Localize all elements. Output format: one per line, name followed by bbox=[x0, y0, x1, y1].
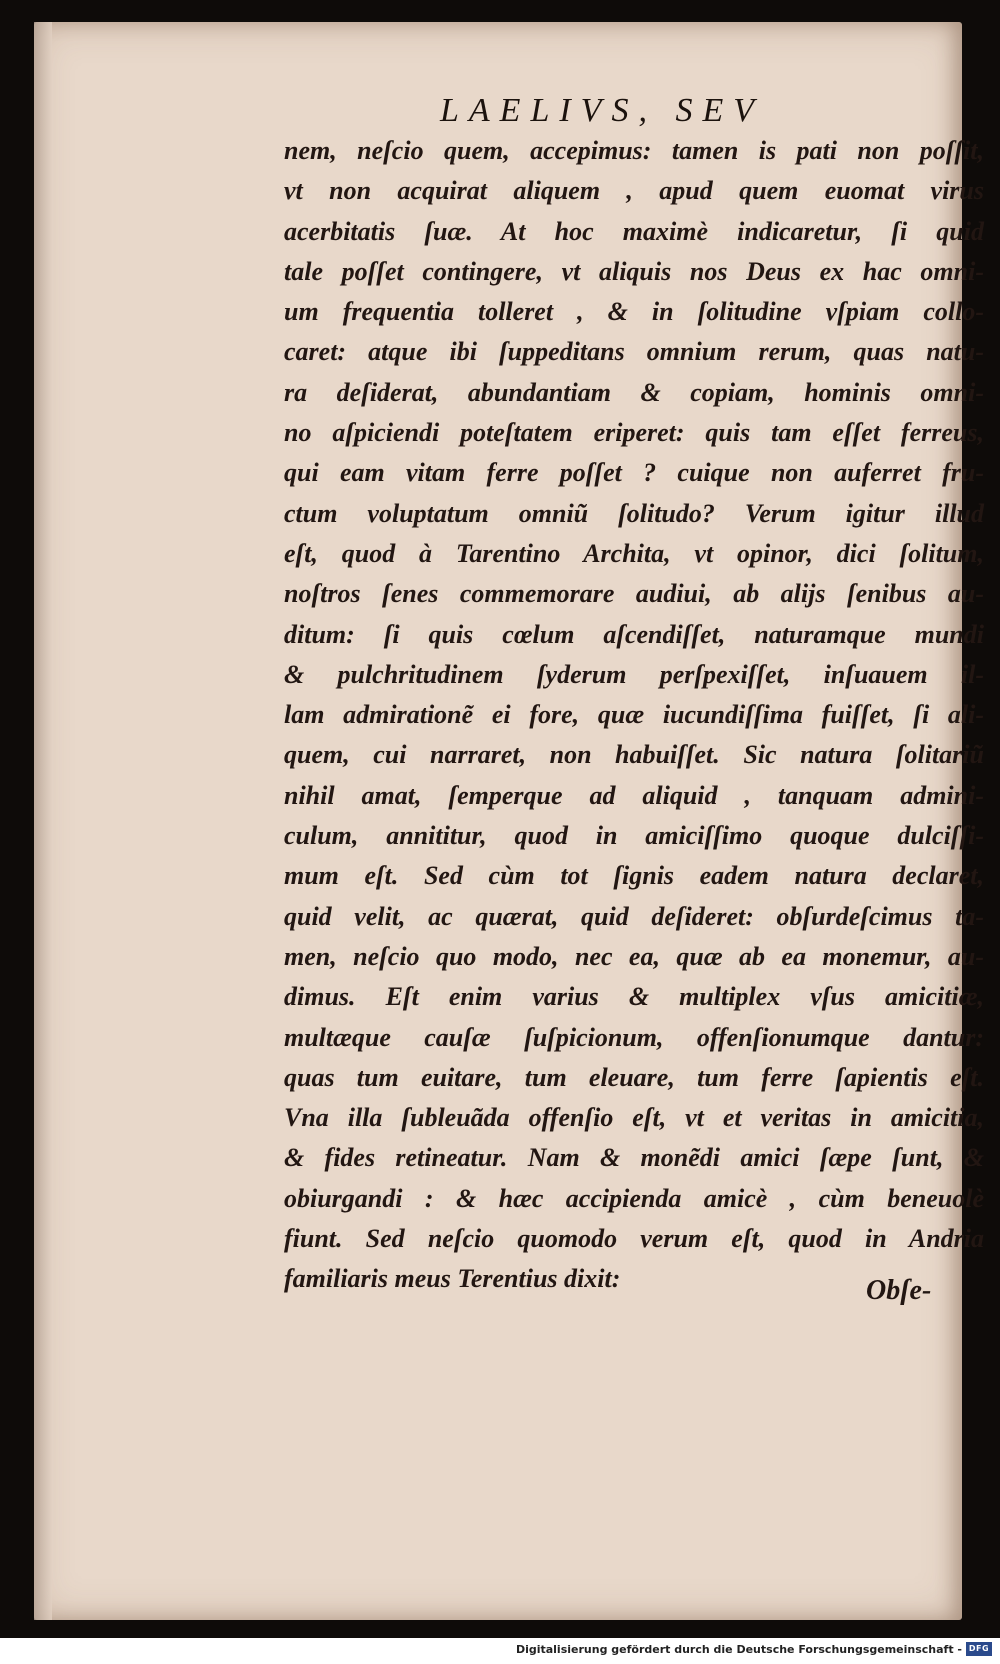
dfg-logo[interactable]: DFG bbox=[966, 1642, 992, 1656]
text-line: noſtros ſenes commemorare audiui, ab alijs ſenibus au- bbox=[284, 579, 984, 609]
text-line: quem, cui narraret, non habuiſſet. Sic natura ſolitariũ bbox=[284, 740, 984, 770]
body-text bbox=[284, 131, 984, 1300]
text-line: quid velit, ac quærat, quid deſideret: obſurdeſcimus ta- bbox=[284, 901, 984, 931]
text-line: obiurgandi : & hæc accipienda amicè , cùm beneuolè bbox=[284, 1183, 984, 1213]
text-line: mum eſt. Sed cùm tot ſignis eadem natura declaret, bbox=[284, 861, 984, 891]
text-line: ctum voluptatum omniũ ſolitudo? Verum igitur illud bbox=[284, 498, 984, 528]
text-line: & fides retineatur. Nam & monẽdi amici ſæpe ſunt, & bbox=[284, 1143, 984, 1173]
text-line: nihil amat, ſemperque ad aliquid , tanquam admini- bbox=[284, 780, 984, 810]
text-line: lam admirationẽ ei fore, quæ iucundiſſima fuiſſet, ſi ali- bbox=[284, 700, 984, 730]
text-line: familiaris meus Terentius dixit: bbox=[284, 1264, 621, 1294]
text-line: nem, neſcio quem, accepimus: tamen is pati non poſſit, bbox=[284, 136, 984, 165]
running-head: LAELIVS, SEV bbox=[440, 92, 764, 129]
text-line: men, neſcio quo modo, nec ea, quæ ab ea monemur, au- bbox=[284, 941, 984, 971]
text-line: quas tum euitare, tum eleuare, tum ferre ſapientis eſt. bbox=[284, 1062, 984, 1092]
text-line: fiunt. Sed neſcio quomodo verum eſt, quod in Andria bbox=[284, 1224, 984, 1254]
text-line: Vna illa ſubleuãda offenſio eſt, vt et veritas in amicitia, bbox=[284, 1103, 984, 1133]
text-line: & pulchritudinem ſyderum perſpexiſſet, inſuauem il- bbox=[284, 659, 984, 689]
text-line: ra deſiderat, abundantiam & copiam, hominis omni- bbox=[284, 377, 984, 407]
text-line: qui eam vitam ferre poſſet ? cuique non auferret fru- bbox=[284, 458, 984, 488]
text-line: vt non acquirat aliquem , apud quem euomat virus bbox=[284, 176, 984, 206]
text-line: um frequentia tolleret , & in ſolitudine vſpiam collo- bbox=[284, 297, 984, 327]
text-line: tale poſſet contingere, vt aliquis nos Deus ex hac omni- bbox=[284, 256, 984, 286]
funding-credit: Digitalisierung gefördert durch die Deutsche Forschungsgemeinschaft - bbox=[515, 1643, 962, 1656]
page-edge-shadow bbox=[34, 22, 52, 1620]
text-line: culum, annititur, quod in amiciſſimo quoque dulciſſi- bbox=[284, 821, 984, 851]
catchword: Obſe- bbox=[866, 1275, 932, 1306]
text-line: no aſpiciendi poteſtatem eriperet: quis tam eſſet ferreus, bbox=[284, 418, 984, 448]
text-line: multæque cauſæ ſuſpicionum, offenſionumque dantur: bbox=[284, 1022, 984, 1052]
digitization-footer bbox=[0, 1638, 1000, 1664]
text-line: eſt, quod à Tarentino Archita, vt opinor, dici ſolitum, bbox=[284, 538, 984, 568]
text-line: ditum: ſi quis cœlum aſcendiſſet, naturamque mundi bbox=[284, 619, 984, 649]
text-line: acerbitatis ſuæ. At hoc maximè indicaretur, ſi quid bbox=[284, 216, 984, 246]
text-line: dimus. Eſt enim varius & multiplex vſus amicitiæ, bbox=[284, 982, 984, 1012]
text-line: caret: atque ibi ſuppeditans omnium rerum, quas natu- bbox=[284, 337, 984, 367]
